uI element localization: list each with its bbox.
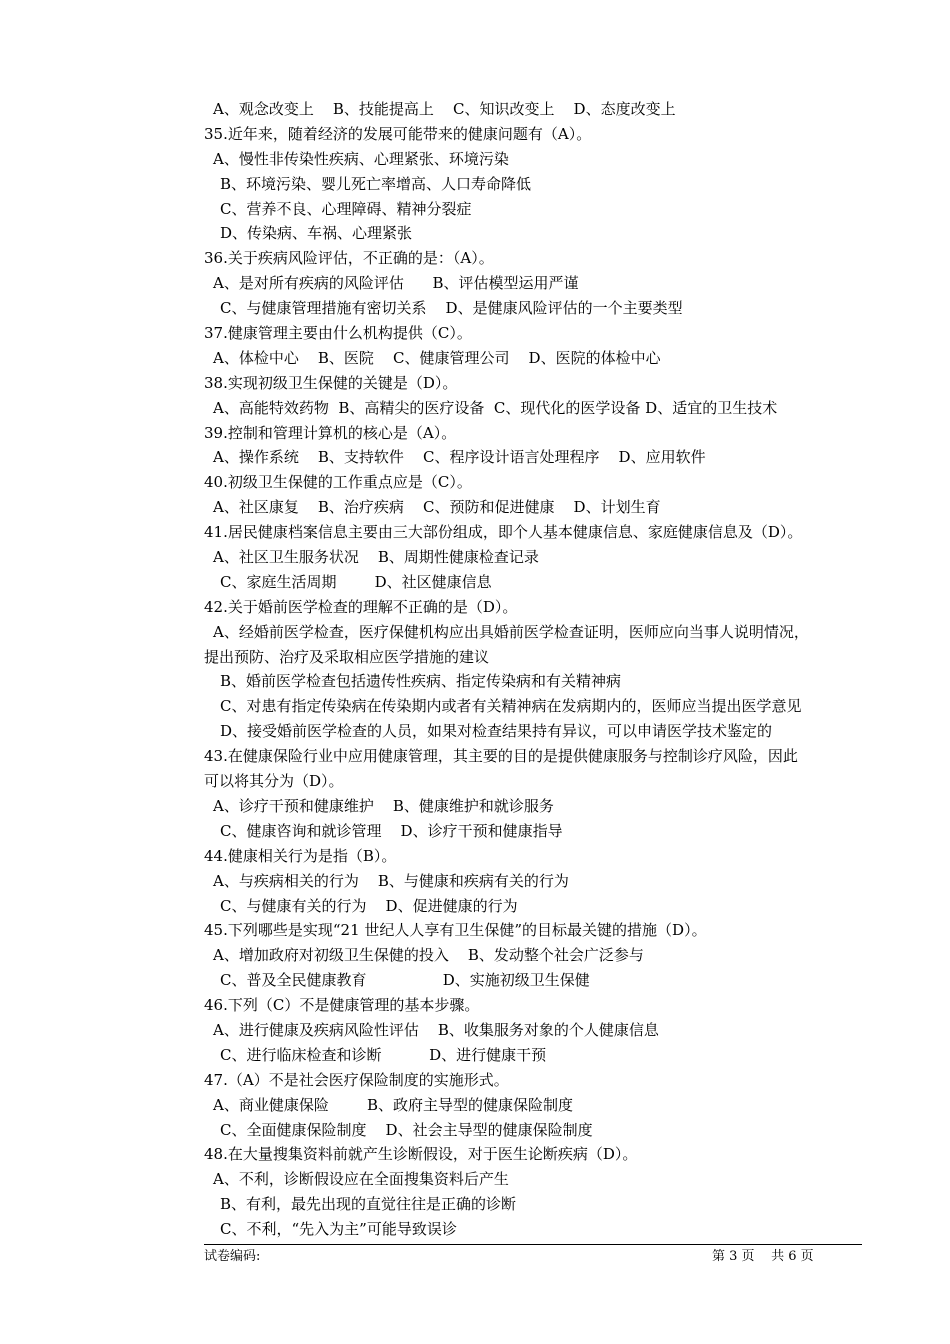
text-line: A、进行健康及疾病风险性评估 B、收集服务对象的个人健康信息: [213, 1020, 659, 1039]
text-line: C、与健康管理措施有密切关系 D、是健康风险评估的一个主要类型: [220, 299, 683, 318]
text-line: 38.实现初级卫生保健的关键是（D）。: [204, 373, 458, 392]
text-line: 39.控制和管理计算机的核心是（A）。: [204, 423, 457, 442]
text-line: A、商业健康保险 B、政府主导型的健康保险制度: [213, 1095, 574, 1114]
text-line: A、与疾病相关的行为 B、与健康和疾病有关的行为: [213, 871, 569, 890]
text-line: A、高能特效药物 B、高精尖的医疗设备 C、现代化的医学设备 D、适宜的卫生技术: [213, 398, 778, 417]
text-line: A、增加政府对初级卫生保健的投入 B、发动整个社会广泛参与: [213, 946, 644, 965]
text-line: C、进行临床检查和诊断 D、进行健康干预: [220, 1045, 547, 1064]
text-line: 46.下列（C）不是健康管理的基本步骤。: [204, 996, 480, 1015]
text-line: A、观念改变上 B、技能提高上 C、知识改变上 D、态度改变上: [213, 100, 676, 118]
text-line: 42.关于婚前医学检查的理解不正确的是（D）。: [204, 597, 518, 616]
text-line: A、诊疗干预和健康维护 B、健康维护和就诊服务: [213, 796, 554, 815]
text-line: 45.下列哪些是实现“21 世纪人人享有卫生保健”的目标最关键的措施（D）。: [204, 921, 707, 940]
text-line: 35.近年来，随着经济的发展可能带来的健康问题有（A）。: [204, 124, 592, 143]
text-line: 36.关于疾病风险评估，不正确的是：（A）。: [204, 249, 494, 268]
text-line: 37.健康管理主要由什么机构提供（C）。: [204, 324, 472, 343]
text-line: C、对患有指定传染病在传染期内或者有关精神病在发病期内的，医师应当提出医学意见: [220, 697, 802, 716]
text-line: A、不利，诊断假设应在全面搜集资料后产生: [213, 1170, 509, 1189]
text-line: D、接受婚前医学检查的人员，如果对检查结果持有异议，可以申请医学技术鉴定的: [220, 722, 773, 741]
text-line: A、体检中心 B、医院 C、健康管理公司 D、医院的体检中心: [213, 348, 661, 367]
text-line: B、婚前医学检查包括遗传性疾病、指定传染病和有关精神病: [220, 672, 622, 691]
text-line: D、传染病、车祸、心理紧张: [220, 224, 413, 243]
text-line: C、与健康有关的行为 D、促进健康的行为: [220, 896, 518, 915]
text-line: 41.居民健康档案信息主要由三大部份组成，即个人基本健康信息、家庭健康信息及（D）。: [204, 523, 803, 542]
text-line: 提出预防、治疗及采取相应医学措施的建议: [204, 647, 490, 666]
text-line: 43.在健康保险行业中应用健康管理，其主要的目的是提供健康服务与控制诊疗风险，因此: [204, 747, 798, 766]
text-line: C、普及全民健康教育 D、实施初级卫生保健: [220, 971, 590, 990]
text-line: A、是对所有疾病的风险评估 B、评估模型运用严谨: [213, 274, 579, 293]
text-line: C、家庭生活周期 D、社区健康信息: [220, 572, 492, 591]
text-line: 可以将其分为（D）。: [204, 772, 344, 791]
page-number: 第 3 页 共 6 页: [712, 1249, 814, 1264]
text-line: C、全面健康保险制度 D、社会主导型的健康保险制度: [220, 1120, 593, 1139]
exam-code-label: 试卷编码:: [204, 1249, 261, 1264]
footer-divider: [204, 1244, 862, 1245]
question-text-body: [204, 97, 864, 1242]
text-line: 44.健康相关行为是指（B）。: [204, 846, 397, 865]
text-line: 47.（A）不是社会医疗保险制度的实施形式。: [204, 1070, 509, 1089]
text-line: C、不利，“先入为主”可能导致误诊: [220, 1220, 457, 1239]
text-line: C、营养不良、心理障碍、精神分裂症: [220, 199, 472, 218]
text-line: C、健康咨询和就诊管理 D、诊疗干预和健康指导: [220, 821, 563, 840]
text-line: B、环境污染、婴儿死亡率增高、人口寿命降低: [220, 174, 532, 193]
text-line: 40.初级卫生保健的工作重点应是（C）。: [204, 473, 472, 492]
text-line: A、社区康复 B、治疗疾病 C、预防和促进健康 D、计划生育: [213, 498, 661, 517]
text-line: B、有利，最先出现的直觉往往是正确的诊断: [220, 1195, 517, 1214]
text-line: A、操作系统 B、支持软件 C、程序设计语言处理程序 D、应用软件: [213, 448, 706, 467]
text-line: A、社区卫生服务状况 B、周期性健康检查记录: [213, 548, 539, 567]
text-line: 48.在大量搜集资料前就产生诊断假设，对于医生论断疾病（D）。: [204, 1145, 638, 1164]
text-line: A、慢性非传染性疾病、心理紧张、环境污染: [213, 149, 509, 168]
text-line: A、经婚前医学检查，医疗保健机构应出具婚前医学检查证明，医师应向当事人说明情况，: [213, 622, 809, 641]
